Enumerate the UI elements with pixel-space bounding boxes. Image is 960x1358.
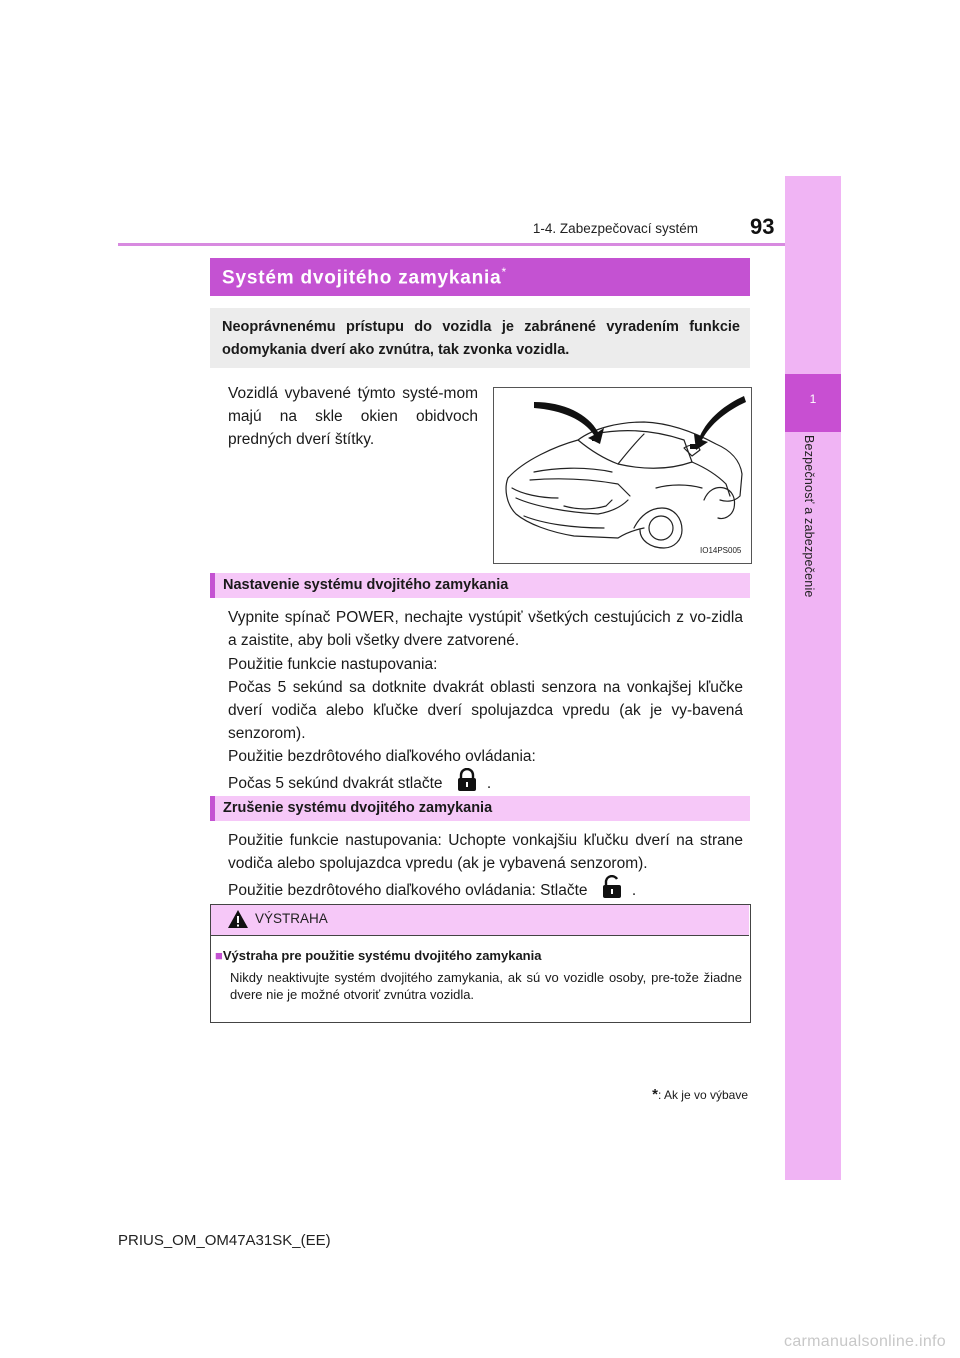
- page-title-text: Systém dvojitého zamykania: [222, 267, 502, 289]
- chapter-number: 1: [809, 392, 817, 406]
- remote-heading: Použitie bezdrôtového diaľkového ovládania:: [228, 748, 536, 765]
- entry-function-heading: Použitie funkcie nastupovania:: [228, 656, 438, 673]
- setup-instructions: Vypnite spínač POWER, nechajte vystúpiť všetkých cestujúcich z vo-zidla a zaistite, aby boli všetky dvere zatvorené.: [228, 609, 743, 649]
- cancel-section-stripe: [210, 796, 215, 821]
- remote-text: [228, 768, 743, 795]
- intro-text: Neoprávnenému prístupu do vozidla je zabránené vyradením funkcie odomykania dverí ako zvnútra, tak zvonka vozidla.: [222, 319, 740, 358]
- remote-text-main: Počas 5 sekúnd dvakrát stlačte: [228, 775, 443, 792]
- entry-function-text: Počas 5 sekúnd sa dotknite dvakrát oblasti senzora na vonkajšej kľučke dverí vodiča alebo kľučke dverí spolujazdca vpredu (ak je vy-bavená senzorom).: [228, 679, 743, 742]
- lock-closed-icon: [447, 768, 487, 788]
- warning-label: VÝSTRAHA: [255, 911, 328, 926]
- setup-section-stripe: [210, 573, 215, 598]
- warning-triangle-icon: [227, 909, 249, 934]
- footnote: [652, 1086, 748, 1103]
- header-rule: [118, 243, 841, 246]
- image-code: IO14PS005: [700, 546, 742, 555]
- labels-paragraph: Vozidlá vybavené týmto systé-mom majú na skle okien obidvoch predných dverí štítky.: [228, 385, 478, 448]
- watermark: carmanualsonline.info: [784, 1333, 946, 1350]
- manual-code: PRIUS_OM_OM47A31SK_(EE): [118, 1232, 331, 1249]
- remote-text-end: .: [486, 775, 492, 792]
- cancel-methods: [228, 829, 743, 902]
- setup-methods: [228, 653, 743, 795]
- cancel-remote-main: Použitie bezdrôtového diaľkového ovládania: Stlačte: [228, 882, 588, 899]
- section-heading: 1-4. Zabezpečovací systém: [532, 221, 698, 236]
- warning-body: Nikdy neaktivujte systém dvojitého zamykania, ak sú vo vozidle osoby, pre-tože žiadne dvere nie je možné otvoriť zvnútra vozidla.: [230, 970, 742, 1002]
- lock-open-icon: [592, 875, 632, 895]
- optional-mark: *: [501, 265, 507, 279]
- cancel-remote-text: [228, 875, 743, 902]
- cancel-entry-text: Použitie funkcie nastupovania: Uchopte vonkajšiu kľučku dverí na strane vodiča alebo spolujazdca vpredu (ak je vybavená senzorom).: [228, 832, 743, 872]
- bullet-square-icon: ■: [215, 948, 223, 963]
- page-title: [222, 265, 507, 289]
- chapter-side-tab: [785, 176, 841, 1180]
- chapter-title: Bezpečnosť a zabezpečenie: [802, 435, 816, 598]
- warning-subtitle: [215, 948, 541, 963]
- footnote-text: : Ak je vo výbave: [657, 1088, 748, 1102]
- footnote-mark: *: [652, 1086, 658, 1103]
- cancel-section-title: Zrušenie systému dvojitého zamykania: [223, 800, 493, 816]
- car-illustration: [493, 387, 752, 564]
- warning-subtitle-text: Výstraha pre použitie systému dvojitého zamykania: [222, 948, 542, 963]
- page-number: 93: [750, 214, 775, 239]
- right-arrow-icon: [694, 396, 746, 450]
- setup-section-title: Nastavenie systému dvojitého zamykania: [223, 577, 509, 593]
- cancel-remote-end: .: [631, 882, 637, 899]
- car-drawing: [494, 388, 751, 563]
